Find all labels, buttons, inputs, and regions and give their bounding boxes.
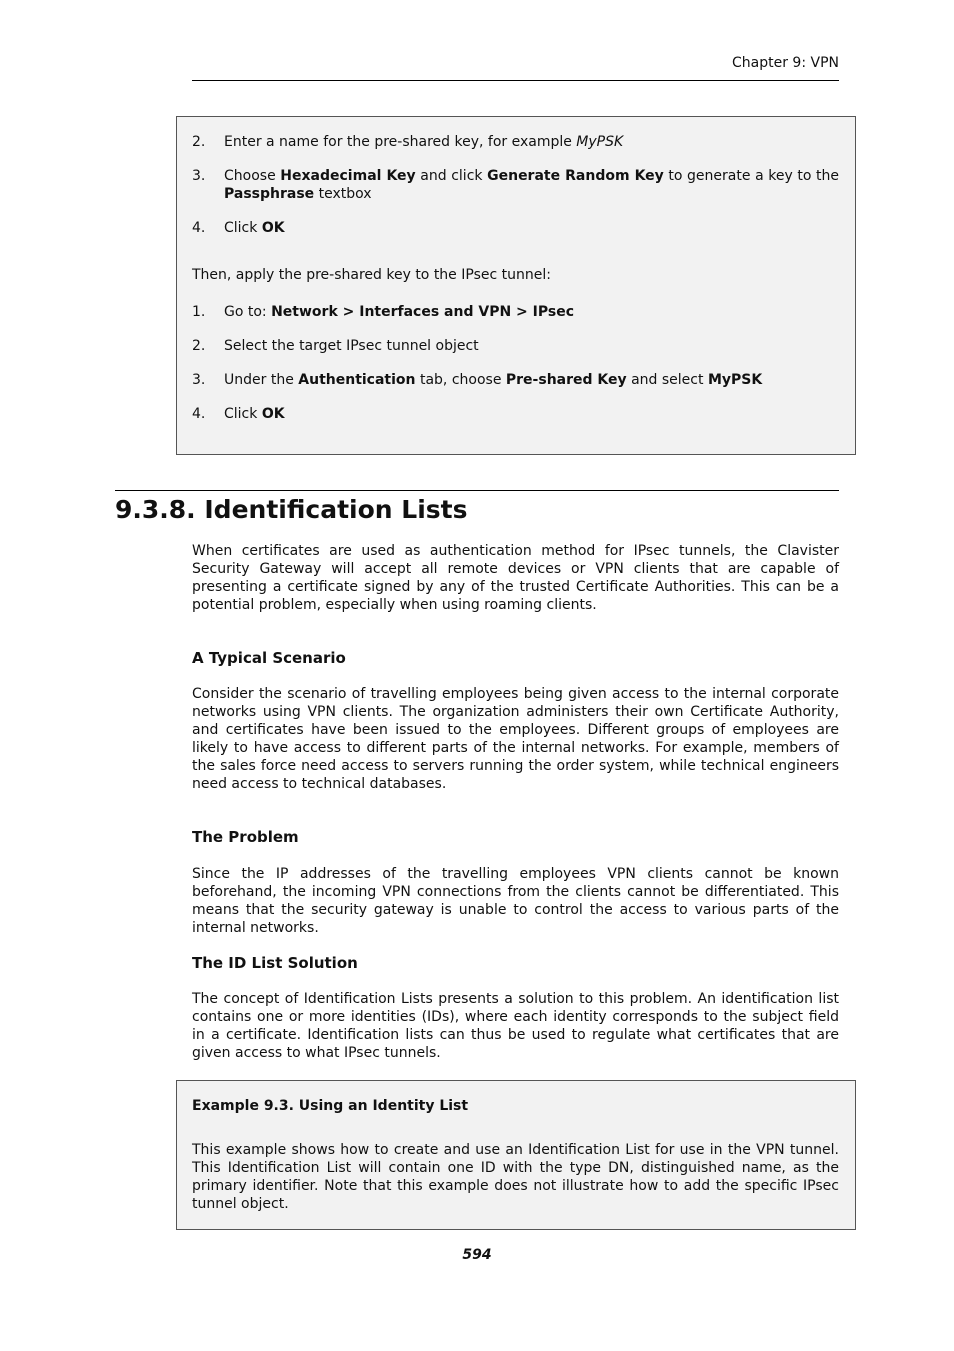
scenario-text: Consider the scenario of travelling employees being given access to the internal corporate networks using VPN clients. The organization administers their own Certificate Authority, and certificates have been issued to the employees. Different groups of employees are likely to have access to different parts of the internal networks. For example, members of the sales force need access to servers running the order system, while technical engineers need access to technical databases.: [192, 686, 839, 792]
step-item: [192, 303, 839, 321]
step-text: Go to: Network > Interfaces and VPN > IPsec: [224, 304, 575, 320]
step-number: 1.: [192, 304, 206, 320]
step-number: 2.: [192, 134, 206, 150]
page-number: 594: [462, 1247, 492, 1263]
section-title: 9.3.8. Identification Lists: [115, 495, 468, 524]
solution-heading: The ID List Solution: [192, 954, 358, 972]
section-intro: When certificates are used as authentication method for IPsec tunnels, the Clavister Security Gateway will accept all remote devices or VPN clients that are capable of presenting a certificate signed by any of the trusted Certificate Authorities. This can be a potential problem, especially when using roaming clients.: [192, 543, 839, 613]
step-number: 4.: [192, 220, 206, 236]
step-text: Enter a name for the pre-shared key, for example MyPSK: [224, 134, 624, 150]
step-text: Click OK: [224, 406, 285, 422]
step-item: [192, 167, 839, 203]
step-number: 3.: [192, 372, 206, 388]
step-text: Under the Authentication tab, choose Pre-shared Key and select MyPSK: [224, 372, 763, 388]
example-text: This example shows how to create and use an Identification List for use in the VPN tunnel. This Identification List will contain one ID with the type DN, distinguished name, as the primary identifier. Note that this example does not illustrate how to add the specific IPsec tunnel object.: [192, 1142, 839, 1212]
then-instruction: Then, apply the pre-shared key to the IPsec tunnel:: [192, 267, 551, 283]
step-number: 3.: [192, 168, 206, 184]
step-text: Choose Hexadecimal Key and click Generate Random Key to generate a key to the Passphrase textbox: [224, 168, 839, 202]
step-item: [192, 337, 839, 355]
step-item: [192, 405, 839, 423]
step-number: 4.: [192, 406, 206, 422]
solution-text: The concept of Identification Lists presents a solution to this problem. An identification list contains one or more identities (IDs), where each identity corresponds to the subject field in a certificate. Identification lists can thus be used to regulate what certificates that are given access to what IPsec tunnels.: [192, 991, 839, 1061]
step-text: Select the target IPsec tunnel object: [224, 338, 479, 354]
problem-text: Since the IP addresses of the travelling employees VPN clients cannot be known beforehand, the incoming VPN connections from the clients cannot be differentiated. This means that the security gateway is unable to control the access to various parts of the internal networks.: [192, 866, 839, 936]
section-divider: [115, 490, 839, 491]
step-item: [192, 219, 839, 237]
problem-heading: The Problem: [192, 828, 299, 846]
step-item: [192, 133, 839, 151]
running-header: Chapter 9: VPN: [732, 55, 839, 71]
scenario-heading: A Typical Scenario: [192, 649, 346, 667]
step-text: Click OK: [224, 220, 285, 236]
step-item: [192, 371, 839, 389]
step-number: 2.: [192, 338, 206, 354]
header-divider: [192, 80, 839, 81]
example-title: Example 9.3. Using an Identity List: [192, 1098, 469, 1114]
